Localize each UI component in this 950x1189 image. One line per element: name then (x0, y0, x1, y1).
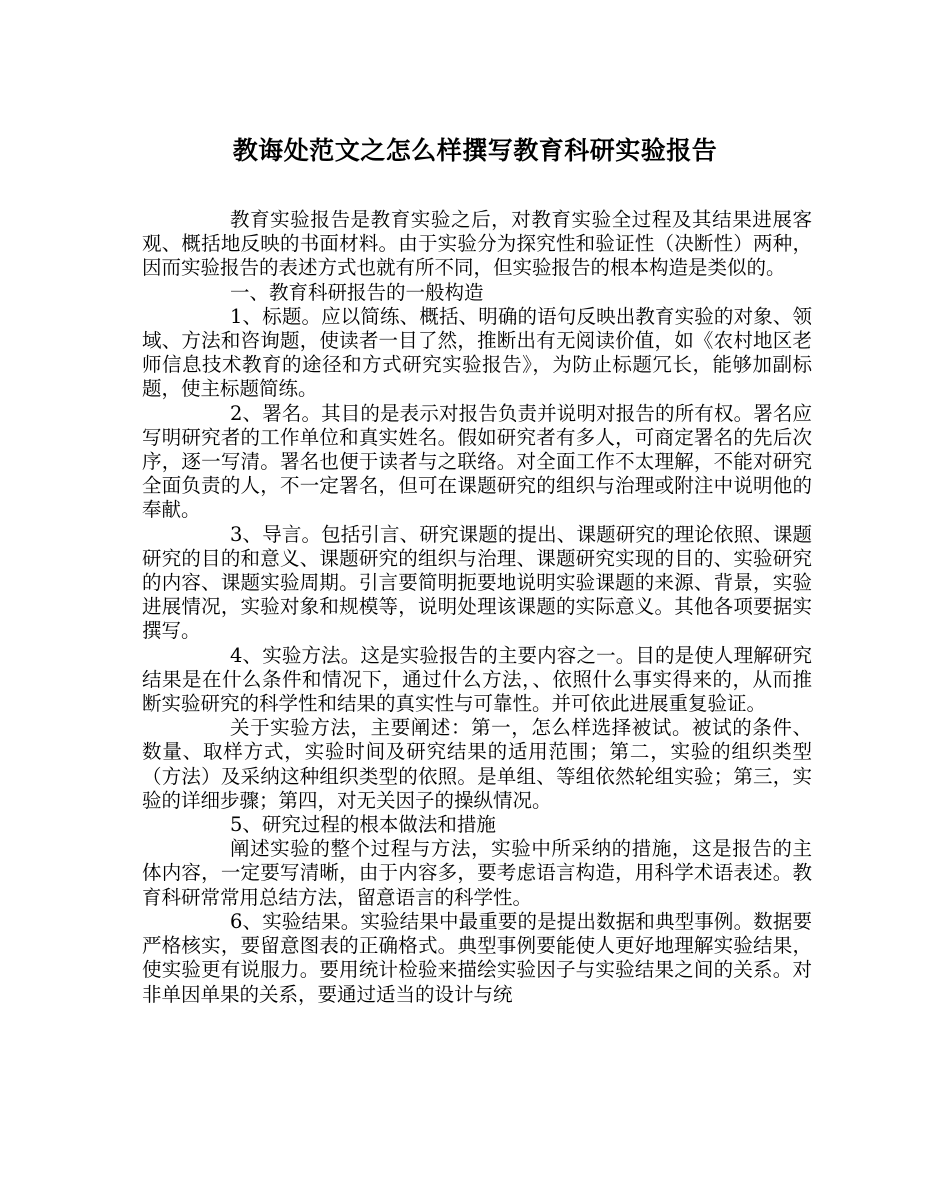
paragraph-signature: 2、署名。其目的是表示对报告负责并说明对报告的所有权。署名应写明研究者的工作单位和真实姓名。假如研究者有多人，可商定署名的先后次序，逐一写清。署名也便于读者与之联络。对全面工作不太理解，不能对研究全面负责的人，不一定署名，但可在课题研究的组织与治理或附注中说明他的奉献。 (142, 401, 812, 522)
paragraph-method-details: 关于实验方法，主要阐述：第一，怎么样选择被试。被试的条件、数量、取样方式，实验时间及研究结果的适用范围；第二，实验的组织类型（方法）及采纳这种组织类型的依照。是单组、等组依然轮组实验；第三，实验的详细步骤；第四，对无关因子的操纵情况。 (142, 716, 812, 812)
paragraph-title: 1、标题。应以简练、概括、明确的语句反映出教育实验的对象、领域、方法和咨询题，使读者一目了然，推断出有无阅读价值，如《农村地区老师信息技术教育的途径和方式研究实验报告》，为防止标题冗长，能够加副标题，使主标题简练。 (142, 304, 812, 401)
paragraph-intro: 教育实验报告是教育实验之后，对教育实验全过程及其结果进展客观、概括地反映的书面材料。由于实验分为探究性和验证性（决断性）两种，因而实验报告的表述方式也就有所不同，但实验报告的根本构造是类似的。 (142, 208, 812, 280)
paragraph-experiment-method: 4、实验方法。这是实验报告的主要内容之一。目的是使人理解研究结果是在什么条件和情况下，通过什么方法，、依照什么事实得来的，从而推断实验研究的科学性和结果的真实性与可靠性。并可依此进展重复验证。 (142, 643, 812, 716)
paragraph-introduction: 3、导言。包括引言、研究课题的提出、课题研究的理论依照、课题研究的目的和意义、课题研究的组织与治理、课题研究实现的目的、实验研究的内容、课题实验周期。引言要简明扼要地说明实验课题的来源、背景，实验进展情况，实验对象和规模等，说明处理该课题的实际意义。其他各项要据实撰写。 (142, 522, 812, 643)
section-heading-general-structure: 一、教育科研报告的一般构造 (230, 280, 484, 304)
paragraph-process-details: 阐述实验的整个过程与方法，实验中所采纳的措施，这是报告的主体内容，一定要写清晰，由于内容多，要考虑语言构造，用科学术语表述。教育科研常常用总结方法，留意语言的科学性。 (142, 837, 812, 909)
document-body (142, 208, 812, 1007)
paragraph-process-heading: 5、研究过程的根本做法和措施 (230, 813, 496, 837)
paragraph-experiment-results: 6、实验结果。实验结果中最重要的是提出数据和典型事例。数据要严格核实，要留意图表的正确格式。典型事例要能使人更好地理解实验结果，使实验更有说服力。要用统计检验来描绘实验因子与实验结果之间的关系。对非单因单果的关系，要通过适当的设计与统 (142, 909, 812, 1006)
document-title: 教诲处范文之怎么样撰写教育科研实验报告 (232, 136, 718, 165)
